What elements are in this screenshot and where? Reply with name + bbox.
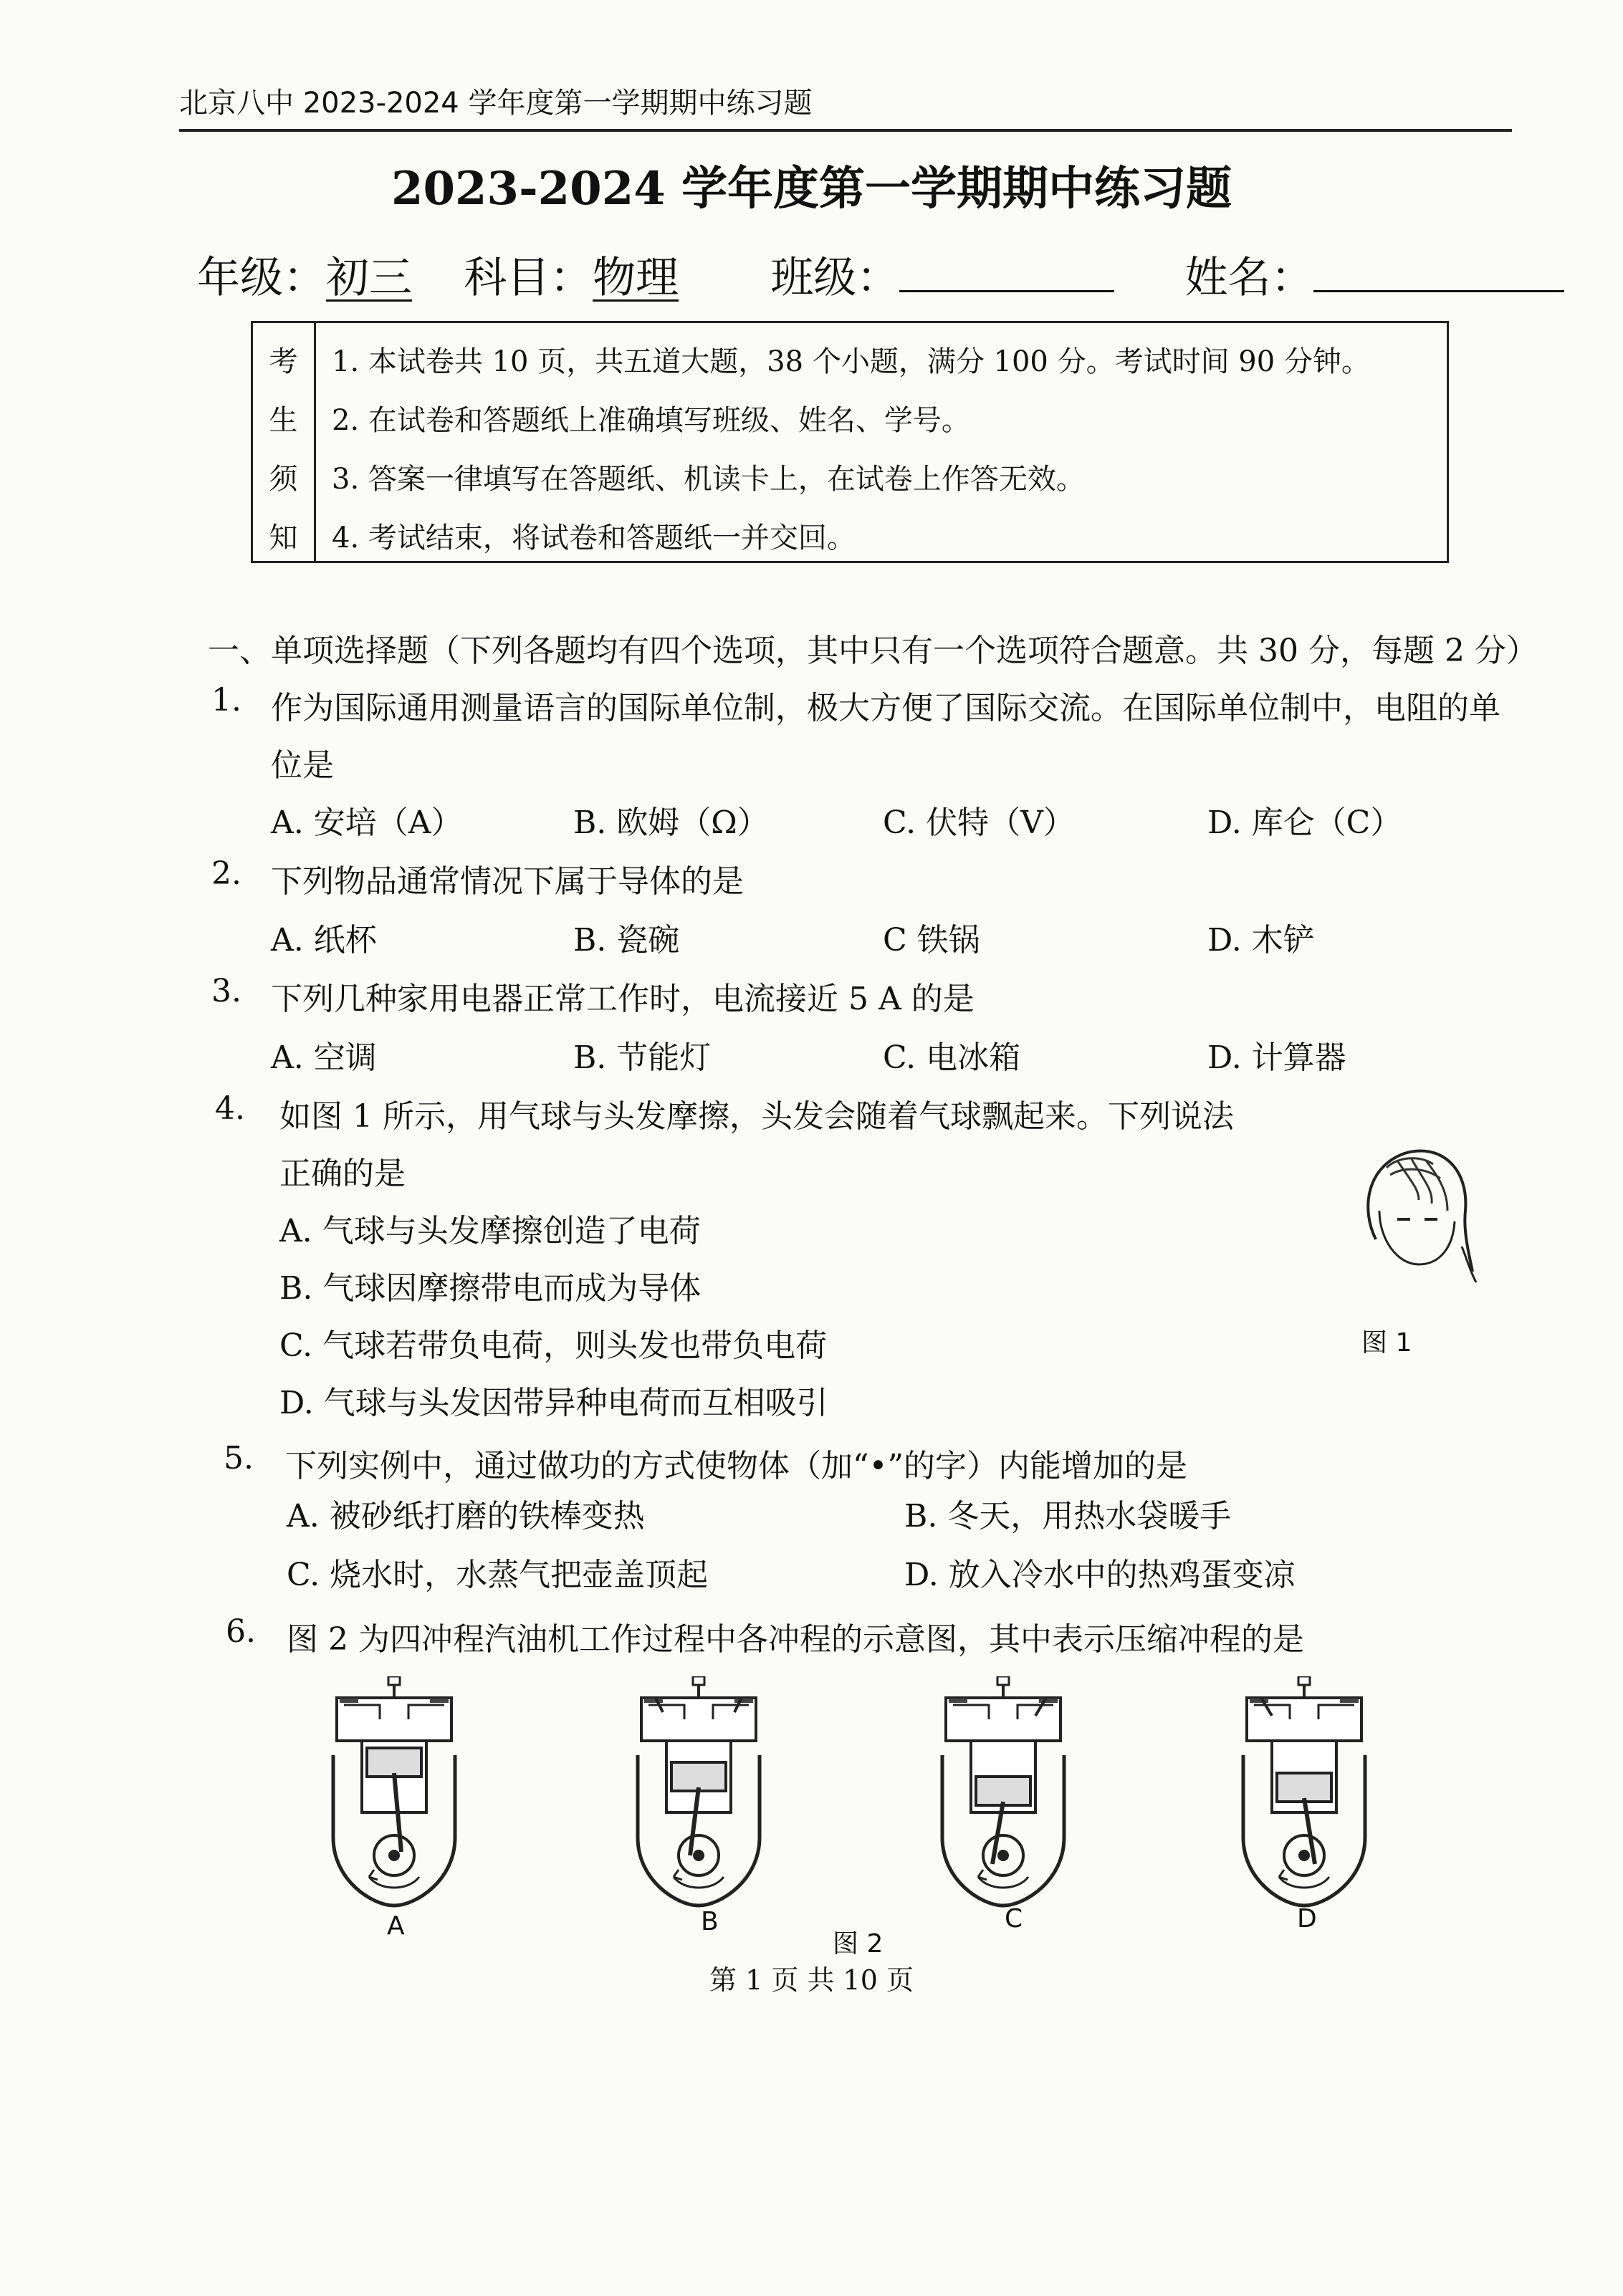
option-b[interactable]: B. 气球因摩擦带电而成为导体	[279, 1270, 702, 1307]
name-label: 姓名：	[1184, 253, 1314, 303]
question-number: 6.	[226, 1613, 256, 1650]
figure-2-label: 图 2	[833, 1929, 884, 1959]
option-a[interactable]: A. 气球与头发摩擦创造了电荷	[279, 1213, 701, 1249]
option-d[interactable]: D. 计算器	[1207, 1039, 1346, 1076]
question-number: 1.	[211, 682, 241, 719]
question-number: 2.	[211, 855, 241, 892]
question-stem-cont: 位是	[271, 747, 334, 784]
figure-1-label: 图 1	[1361, 1328, 1412, 1358]
notice-side-column	[253, 323, 316, 561]
engine-label-d: D	[1297, 1904, 1317, 1934]
notice-line: 3. 答案一律填写在答题纸、机读卡上，在试卷上作答无效。	[332, 463, 1085, 496]
class-label: 班级：	[770, 253, 900, 303]
figure-2-engine-strokes	[330, 1676, 1512, 1927]
question-stem: 图 2 为四冲程汽油机工作过程中各冲程的示意图，其中表示压缩冲程的是	[287, 1621, 1304, 1658]
grade-value: 初三	[326, 253, 412, 303]
subject-label: 科目：	[464, 253, 593, 303]
option-a[interactable]: A. 安培（A）	[271, 804, 463, 841]
question-stem: 作为国际通用测量语言的国际单位制，极大方便了国际交流。在国际单位制中，电阻的单	[271, 690, 1500, 726]
question-stem-cont: 正确的是	[279, 1156, 406, 1192]
option-b[interactable]: B. 节能灯	[573, 1039, 712, 1076]
option-a[interactable]: A. 纸杯	[271, 922, 377, 959]
question-number: 4.	[215, 1090, 245, 1127]
option-c[interactable]: C. 气球若带负电荷，则头发也带负电荷	[279, 1327, 828, 1364]
option-d[interactable]: D. 放入冷水中的热鸡蛋变凉	[904, 1557, 1296, 1593]
question-number: 3.	[211, 973, 241, 1009]
option-a[interactable]: A. 空调	[271, 1039, 377, 1076]
notice-line: 4. 考试结束，将试卷和答题纸一并交回。	[332, 522, 856, 554]
header-rule	[179, 129, 1512, 132]
engine-label-a: A	[387, 1911, 405, 1941]
notice-side-char: 生	[269, 404, 298, 437]
question-stem: 下列实例中，通过做功的方式使物体（加“•”的字）内能增加的是	[285, 1448, 1187, 1484]
option-c[interactable]: C. 伏特（V）	[883, 804, 1075, 841]
question-stem: 下列物品通常情况下属于导体的是	[271, 863, 744, 900]
engine-label-b: B	[701, 1907, 719, 1936]
figure-1-hair-illustration	[1347, 1139, 1483, 1289]
option-c[interactable]: C. 电冰箱	[883, 1039, 1021, 1076]
name-blank[interactable]	[1313, 247, 1564, 292]
option-b[interactable]: B. 冬天，用热水袋暖手	[904, 1498, 1232, 1534]
class-blank[interactable]	[899, 247, 1114, 292]
notice-side-char: 须	[269, 463, 298, 496]
question-number: 5.	[224, 1440, 254, 1476]
option-d[interactable]: D. 库仑（C）	[1207, 804, 1402, 841]
option-c[interactable]: C 铁锅	[883, 922, 980, 959]
meta-row	[197, 244, 1564, 305]
notice-line: 1. 本试卷共 10 页，共五道大题，38 个小题，满分 100 分。考试时间 90 分钟。	[332, 345, 1370, 378]
exam-title: 2023-2024 学年度第一学期期中练习题	[391, 162, 1232, 216]
option-b[interactable]: B. 欧姆（Ω）	[573, 804, 769, 841]
engine-label-c: C	[1005, 1904, 1023, 1934]
option-a[interactable]: A. 被砂纸打磨的铁棒变热	[287, 1498, 645, 1534]
page-header: 北京八中 2023-2024 学年度第一学期期中练习题	[179, 87, 813, 120]
option-b[interactable]: B. 瓷碗	[573, 922, 680, 959]
option-d[interactable]: D. 气球与头发因带异种电荷而互相吸引	[279, 1385, 828, 1421]
page-footer: 第 1 页 共 10 页	[709, 1964, 914, 1996]
notice-line: 2. 在试卷和答题纸上准确填写班级、姓名、学号。	[332, 404, 970, 437]
option-d[interactable]: D. 木铲	[1207, 922, 1315, 959]
grade-label: 年级：	[197, 253, 326, 303]
notice-side-char: 考	[269, 345, 298, 378]
section-heading: 一、单项选择题（下列各题均有四个选项，其中只有一个选项符合题意。共 30 分，每题 2 分）	[208, 633, 1538, 669]
question-stem: 如图 1 所示，用气球与头发摩擦，头发会随着气球飘起来。下列说法	[279, 1098, 1234, 1135]
subject-value: 物理	[593, 253, 679, 303]
question-stem: 下列几种家用电器正常工作时，电流接近 5 A 的是	[271, 981, 975, 1017]
notice-side-char: 知	[269, 522, 298, 554]
exam-notice-box	[251, 321, 1449, 563]
option-c[interactable]: C. 烧水时，水蒸气把壶盖顶起	[287, 1557, 709, 1593]
